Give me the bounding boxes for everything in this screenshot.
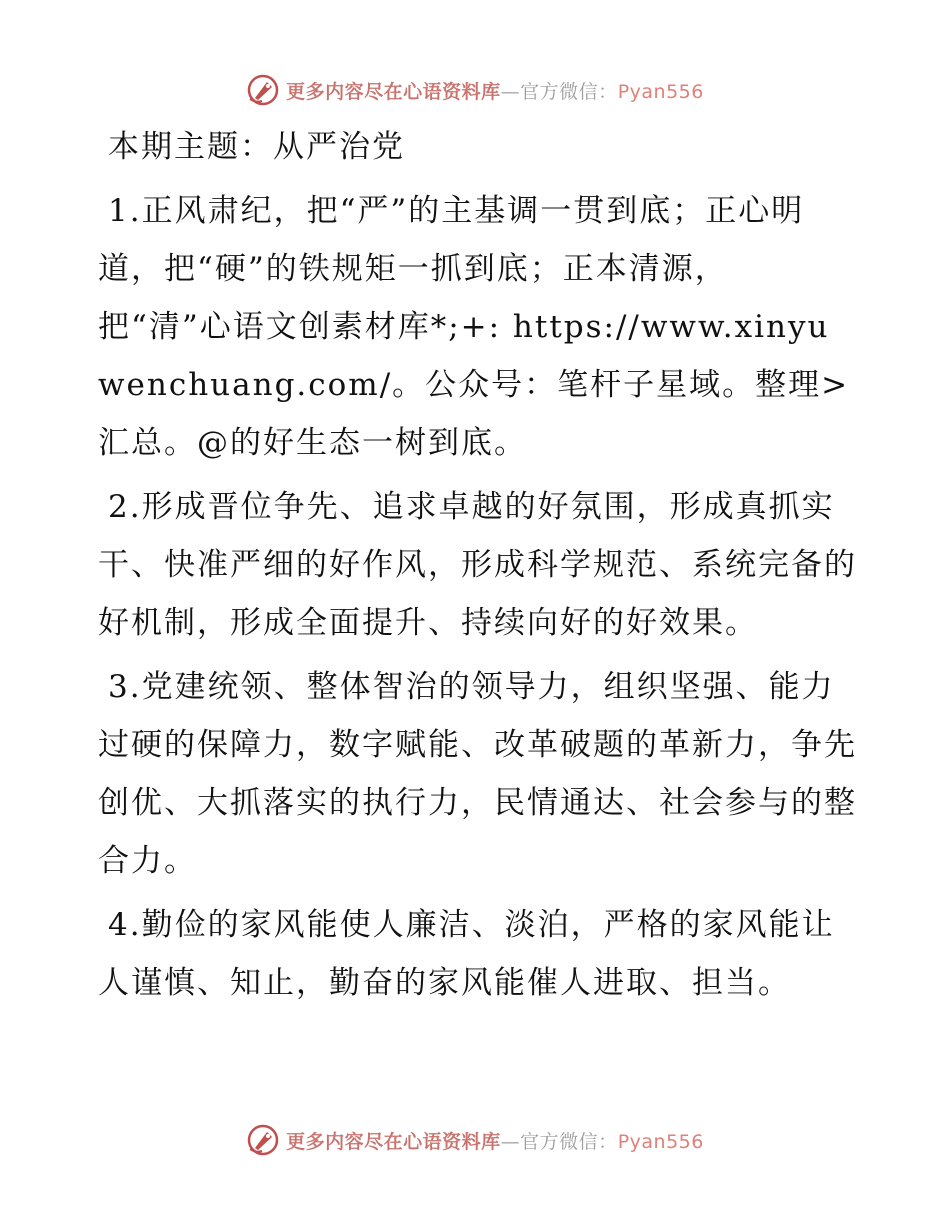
banner-separator: —	[500, 1130, 521, 1153]
banner-main-text: 更多内容尽在心语资料库	[286, 80, 501, 103]
paragraph-number: 1.	[108, 193, 142, 229]
pen-nib-logo-icon	[246, 1123, 280, 1157]
paragraph-number: 4.	[108, 907, 142, 943]
document-body	[98, 118, 858, 1018]
pen-nib-logo-icon	[246, 73, 280, 107]
paragraph-4	[98, 896, 858, 1012]
paragraph-text: 正风肃纪，把“严”的主基调一贯到底；正心明道，把“硬”的铁规矩一抓到底；正本清源，把“清”心语文创素材库*;+: https://www.xinyuwenchuang.com/。公众号：笔杆子星域。整理>汇总。@的好生态一树到底。	[98, 193, 850, 461]
paragraph-number: 3.	[108, 669, 142, 705]
banner-text	[286, 1127, 704, 1154]
paragraph-3	[98, 658, 858, 890]
banner-separator: —	[500, 80, 521, 103]
paragraph-2	[98, 478, 858, 652]
paragraph-1	[98, 182, 858, 472]
banner-official-label: 官方微信：	[520, 1130, 618, 1153]
paragraph-text: 勤俭的家风能使人廉洁、淡泊，严格的家风能让人谨慎、知止，勤奋的家风能催人进取、担当。	[98, 907, 835, 1001]
banner-official-label: 官方微信：	[520, 80, 618, 103]
header-banner	[0, 70, 950, 110]
paragraph-number: 2.	[108, 489, 142, 525]
document-title: 本期主题：从严治党	[108, 129, 405, 165]
paragraph-text: 形成晋位争先、追求卓越的好氛围，形成真抓实干、快准严细的好作风，形成科学规范、系统完备的好机制，形成全面提升、持续向好的好效果。	[98, 489, 857, 641]
footer-banner	[0, 1120, 950, 1160]
banner-wechat-id: Pyan556	[617, 80, 704, 103]
paragraph-text: 党建统领、整体智治的领导力，组织坚强、能力过硬的保障力，数字赋能、改革破题的革新力，争先创优、大抓落实的执行力，民情通达、社会参与的整合力。	[98, 669, 857, 879]
banner-main-text: 更多内容尽在心语资料库	[286, 1130, 501, 1153]
banner-text	[286, 77, 704, 104]
banner-wechat-id: Pyan556	[617, 1130, 704, 1153]
